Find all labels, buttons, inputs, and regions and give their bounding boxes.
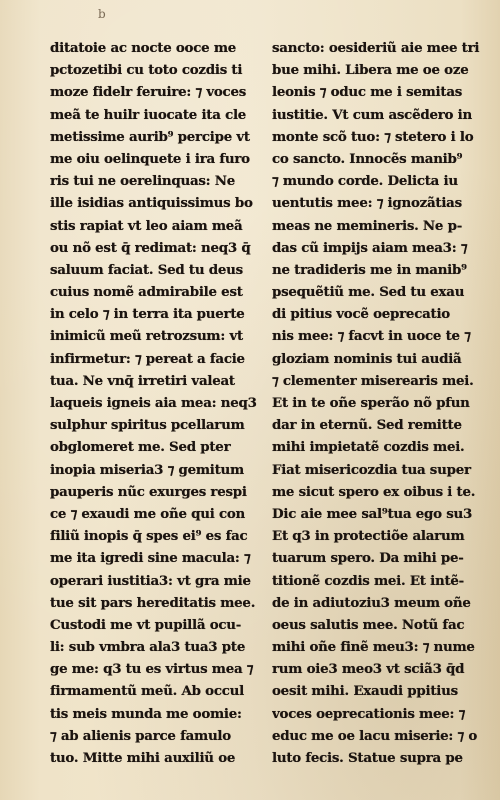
text-line: metissime aurib⁹ percipe vt [50,128,250,145]
text-line: ne tradideris me in manib⁹ [272,261,467,278]
text-line: inimicũ meũ retrozsum: vt [50,328,243,345]
text-line: gloziam nominis tui audiã [272,350,462,367]
text-line: in celo ⁊ in terra ita puerte [50,306,245,323]
text-line: Dic aie mee sal⁹tua ego su3 [272,505,473,522]
text-line: pauperis nũc exurges respi [50,483,247,500]
text-line: ce ⁊ exaudi me oñe qui con [50,505,246,522]
text-line: uentutis mee: ⁊ ignozãtias [272,195,462,212]
text-line: obglomeret me. Sed pter [50,439,231,456]
text-line: ge me: q3 tu es virtus mea ⁊ [50,661,254,678]
text-line: meã te huilr iuocate ita cle [50,106,247,123]
text-line: de in adiutoziu3 meum oñe [272,594,471,611]
text-line: titionẽ cozdis mei. Et intẽ- [272,572,464,589]
text-line: oeus salutis mee. Notũ fac [272,616,465,633]
text-line: tua. Ne vnq̄ irretiri valeat [50,372,235,389]
text-line: stis rapiat vt leo aiam meã [50,217,243,234]
text-line: psequẽtiũ me. Sed tu exau [272,284,465,301]
text-line: monte scõ tuo: ⁊ stetero i lo [272,128,474,145]
text-line: luto fecis. Statue supra pe [272,750,463,766]
text-line: nis mee: ⁊ facvt in uoce te ⁊ [272,328,471,345]
text-line: sulphur spiritus pcellarum [50,417,245,434]
right-column [272,37,484,769]
text-line: ⁊ ab alienis parce famulo [50,727,231,744]
text-line: inopia miseria3 ⁊ gemitum [50,461,244,478]
text-line: mihi oñe finẽ meu3: ⁊ nume [272,639,475,656]
text-line: tis meis munda me oomie: [50,705,242,722]
left-column [50,37,262,769]
text-line: voces oeprecationis mee: ⁊ [272,705,465,722]
text-line: ⁊ clementer miserearis mei. [272,372,474,389]
text-line: co sancto. Innocẽs manib⁹ [272,150,463,167]
text-line: ille isidias antiquissimus bo [50,195,253,212]
text-line: Et q3 in protectiõe alarum [272,528,465,545]
text-line: das cũ impijs aiam mea3: ⁊ [272,239,468,256]
text-line: bue mihi. Libera me oe oze [272,62,469,79]
text-line: ris tui ne oerelinquas: Ne [50,173,236,190]
text-line: ⁊ mundo corde. Delicta iu [272,173,458,190]
text-line: me oiu oelinquete i ira furo [50,150,250,167]
text-line: cuius nomẽ admirabile est [50,284,243,301]
text-line: Custodi me vt pupillã ocu- [50,616,242,633]
text-line: educ me oe lacu miserie: ⁊ o [272,727,478,744]
text-line: meas ne memineris. Ne p- [272,217,463,234]
text-line: sancto: oesideriũ aie mee tri [272,40,480,56]
text-line: firmamentũ meũ. Ab occul [50,683,244,700]
text-line: me sicut spero ex oibus i te. [272,483,476,500]
text-line: ou nõ est q̄ redimat: neq3 q̄ [50,239,251,256]
text-line: oesit mihi. Exaudi ppitius [272,683,458,700]
text-line: me ita igredi sine macula: ⁊ [50,550,251,567]
text-line: li: sub vmbra ala3 tua3 pte [50,639,246,656]
text-line: infirmetur: ⁊ pereat a facie [50,350,245,367]
text-line: filiũ inopis q̄ spes ei⁹ es fac [50,528,248,545]
text-line: ditatoie ac nocte ooce me [50,40,237,56]
text-line: mihi impietatẽ cozdis mei. [272,439,465,456]
text-line: tue sit pars hereditatis mee. [50,594,256,611]
text-line: Fiat misericozdia tua super [272,461,471,478]
text-line: Et in te oñe sperão nõ pfun [272,395,470,411]
text-line: rum oie3 meo3 vt sciã3 q̄d [272,661,465,678]
text-line: pctozetibi cu toto cozdis ti [50,62,243,79]
text-line: dar in eternũ. Sed remitte [272,417,462,434]
text-line: tuo. Mitte mihi auxiliũ oe [50,750,236,766]
text-line: laqueis igneis aia mea: neq3 [50,395,257,411]
text-line: tuarum spero. Da mihi pe- [272,550,464,567]
page-mark: b [98,7,106,21]
text-line: iustitie. Vt cum ascẽdero in [272,106,472,123]
text-line: di pitius vocẽ oeprecatio [272,306,450,323]
text-line: moze fidelr feruire: ⁊ voces [50,84,246,101]
text-line: operari iustitia3: vt gra mie [50,572,251,589]
text-line: leonis ⁊ oduc me i semitas [272,84,463,101]
text-line: saluum faciat. Sed tu deus [50,261,243,278]
